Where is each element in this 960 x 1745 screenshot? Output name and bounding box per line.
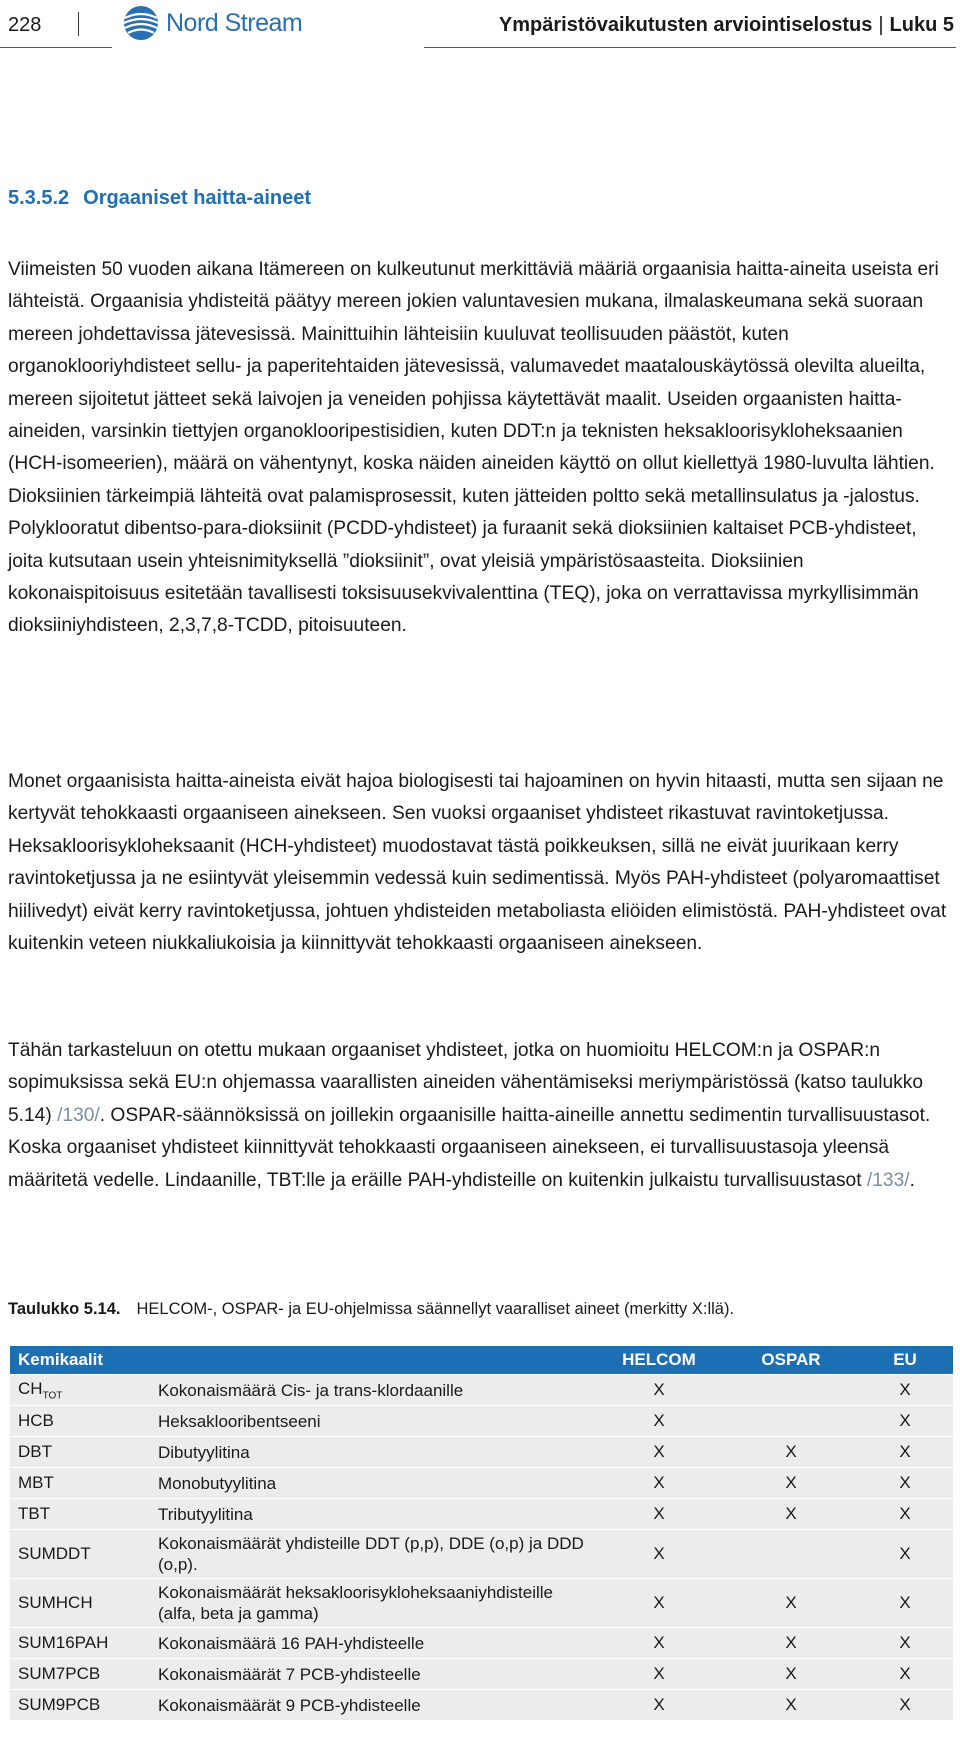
helcom-mark: X bbox=[593, 1628, 725, 1659]
chemical-description: Kokonaismäärä 16 PAH-yhdisteelle bbox=[150, 1628, 593, 1659]
chemical-description: Dibutyylitina bbox=[150, 1437, 593, 1468]
running-title bbox=[499, 14, 954, 37]
table-row bbox=[10, 1690, 953, 1721]
table-row bbox=[10, 1659, 953, 1690]
table-header-row bbox=[10, 1346, 953, 1375]
section-heading bbox=[8, 187, 311, 210]
helcom-mark: X bbox=[593, 1499, 725, 1530]
chemical-code bbox=[10, 1659, 150, 1690]
title-separator: | bbox=[878, 14, 884, 36]
eu-mark: X bbox=[857, 1579, 953, 1628]
helcom-mark: X bbox=[593, 1579, 725, 1628]
chemical-description: Kokonaismäärä Cis- ja trans-klordaanille bbox=[150, 1375, 593, 1406]
chemical-code bbox=[10, 1690, 150, 1721]
page-number: 228 bbox=[8, 14, 42, 36]
helcom-mark: X bbox=[593, 1406, 725, 1437]
ospar-mark: X bbox=[725, 1579, 857, 1628]
chemical-code bbox=[10, 1530, 150, 1579]
column-header-kemikaalit: Kemikaalit bbox=[10, 1346, 593, 1375]
chemical-code-text: CH bbox=[18, 1378, 43, 1398]
chemical-code-text: SUM16PAH bbox=[18, 1633, 109, 1652]
ospar-mark: X bbox=[725, 1628, 857, 1659]
table-row bbox=[10, 1437, 953, 1468]
chemical-code bbox=[10, 1437, 150, 1468]
chemical-code-text: DBT bbox=[18, 1442, 52, 1461]
chemical-description: Kokonaismäärät yhdisteille DDT (p,p), DDE (o,p) ja DDD (o,p). bbox=[150, 1530, 593, 1579]
section-title: Orgaaniset haitta-aineet bbox=[83, 187, 312, 209]
eu-mark: X bbox=[857, 1530, 953, 1579]
table-row bbox=[10, 1579, 953, 1628]
chemical-code bbox=[10, 1579, 150, 1628]
chapter-label: Luku 5 bbox=[889, 14, 954, 36]
chemical-code-text: SUMHCH bbox=[18, 1593, 93, 1612]
ospar-mark: X bbox=[725, 1468, 857, 1499]
column-header-eu: EU bbox=[857, 1346, 953, 1375]
chemical-description: Heksaklooribentseeni bbox=[150, 1406, 593, 1437]
chemical-code bbox=[10, 1406, 150, 1437]
chemical-code-text: SUM9PCB bbox=[18, 1695, 101, 1714]
ospar-mark: X bbox=[725, 1659, 857, 1690]
chemicals-table bbox=[10, 1346, 953, 1720]
helcom-mark: X bbox=[593, 1375, 725, 1406]
table-body bbox=[10, 1375, 953, 1721]
chemical-code bbox=[10, 1499, 150, 1530]
body-paragraph-1: Viimeisten 50 vuoden aikana Itämereen on kulkeutunut merkittäviä määriä orgaanisia haitta-aineita useista eri lähteistä. Orgaanisia yhdisteitä päätyy mereen jokien valuntavesien mukana, ilmalaskeumana sekä suoraan mereen johdettavissa jätevesissä. Mainittuihin lähteisiin kuuluvat teollisuuden päästöt, kuten organoklooriyhdisteet sellu- ja paperitehtaiden jätevesissä, valumavedet maatalouskäytössä olevilta alueilta, mereen sijoitetut jätteet sekä laivojen ja veneiden pohjissa käytettävät maalit. Useiden orgaanisten haitta-aineiden, varsinkin tiettyjen organoklooripestisidien, kuten DDT:n ja teknisten heksakloorisykloheksaanien (HCH-isomeerien), määrä on vähentynyt, koska näiden aineiden käyttö on ollut kiellettyä 1980-luvulta lähtien. Dioksiinien tärkeimpiä lähteitä ovat palamisprosessit, kuten jätteiden poltto sekä metallinsulatus ja -jalostus. Polyklooratut dibentso-para-dioksiinit (PCDD-yhdisteet) ja furaanit sekä dioksiinien kaltaiset PCB-yhdisteet, joita kutsutaan usein yhteisnimityksellä ”dioksiinit”, ovat yleisiä ympäristösaasteita. Dioksiinien kokonaispitoisuus esitetään tavallisesti toksisuusekvivalenttina (TEQ), joka on verrattavissa myrkyllisimmän dioksiiniyhdisteen, 2,3,7,8-TCDD, pitoisuuteen. bbox=[8, 259, 939, 637]
column-header-ospar: OSPAR bbox=[725, 1346, 857, 1375]
chemical-description: Tributyylitina bbox=[150, 1499, 593, 1530]
body-paragraph-2: Monet orgaanisista haitta-aineista eivät hajoa biologisesti tai hajoaminen on hyvin hitaasti, mutta sen sijaan ne kertyvät tehokkaasti orgaaniseen ainekseen. Sen vuoksi orgaaniset yhdisteet rikastuvat ravintoketjussa. Heksakloorisykloheksaanit (HCH-yhdisteet) muodostavat tästä poikkeuksen, sillä ne eivät juurikaan kerry ravintoketjussa ja ne esiintyvät yleisemmin vedessä kuin sedimentissä. Myös PAH-yhdisteet (polyaromaattiset hiilivedyt) eivät kerry ravintoketjussa, johtuen yhdisteiden metaboliasta eliöiden elimistöstä. PAH-yhdisteet ovat kuitenkin veteen niukkaliukoisia ja kiinnittyvät tehokkaasti orgaaniseen ainekseen. bbox=[8, 771, 947, 955]
ospar-mark bbox=[725, 1530, 857, 1579]
eu-mark: X bbox=[857, 1406, 953, 1437]
ospar-mark bbox=[725, 1375, 857, 1406]
body-paragraph-3 bbox=[8, 1035, 956, 1197]
eu-mark: X bbox=[857, 1468, 953, 1499]
header-rule-left bbox=[0, 47, 112, 48]
helcom-mark: X bbox=[593, 1530, 725, 1579]
helcom-mark: X bbox=[593, 1690, 725, 1721]
chemical-code-text: MBT bbox=[18, 1473, 54, 1492]
chemical-code bbox=[10, 1628, 150, 1659]
chemical-code-text: SUMDDT bbox=[18, 1544, 91, 1563]
chemical-description: Monobutyylitina bbox=[150, 1468, 593, 1499]
eu-mark: X bbox=[857, 1690, 953, 1721]
table-row bbox=[10, 1375, 953, 1406]
table-row bbox=[10, 1530, 953, 1579]
reference-130: /130/ bbox=[57, 1104, 100, 1126]
chemical-description: Kokonaismäärät heksakloorisykloheksaaniyhdisteille (alfa, beta ja gamma) bbox=[150, 1579, 593, 1628]
eu-mark: X bbox=[857, 1628, 953, 1659]
header-separator bbox=[78, 12, 79, 36]
paragraph-3-text-c: . bbox=[909, 1169, 915, 1191]
page-header bbox=[0, 0, 960, 48]
chemical-code-text: TBT bbox=[18, 1504, 51, 1523]
eu-mark: X bbox=[857, 1659, 953, 1690]
paragraph-3-text-b: . OSPAR-säännöksissä on joillekin orgaanisille haitta-aineille annettu sedimentin turvallisuustasot. Koska orgaaniset yhdisteet kiinnittyvät tehokkaasti orgaaniseen ainekseen, ei turvallisuustasoja yleensä määritetä vedelle. Lindaanille, TBT:lle ja eräille PAH-yhdisteille on kuitenkin julkaistu turvallisuustasot bbox=[8, 1104, 931, 1191]
chemical-code bbox=[10, 1375, 150, 1406]
chemical-code bbox=[10, 1468, 150, 1499]
helcom-mark: X bbox=[593, 1659, 725, 1690]
table-row bbox=[10, 1628, 953, 1659]
table-row bbox=[10, 1406, 953, 1437]
ospar-mark: X bbox=[725, 1499, 857, 1530]
helcom-mark: X bbox=[593, 1468, 725, 1499]
chemical-code-subscript: TOT bbox=[42, 1390, 63, 1402]
chemical-description: Kokonaismäärät 7 PCB-yhdisteelle bbox=[150, 1659, 593, 1690]
paragraph-3-text-a: Tähän tarkasteluun on otettu mukaan orgaaniset yhdisteet, jotka on huomioitu HELCOM:n ja OSPAR:n sopimuksissa sekä EU:n ohjemassa vaarallisten aineiden vähentämiseksi meriympäristössä (katso taulukko 5.14) bbox=[8, 1040, 924, 1126]
table-caption-text: HELCOM-, OSPAR- ja EU-ohjelmissa säännellyt vaaralliset aineet (merkitty X:llä). bbox=[136, 1300, 735, 1318]
chemical-code-text: HCB bbox=[18, 1411, 54, 1430]
table-caption-label: Taulukko 5.14. bbox=[8, 1300, 121, 1318]
globe-icon bbox=[122, 4, 160, 42]
column-header-helcom: HELCOM bbox=[593, 1346, 725, 1375]
helcom-mark: X bbox=[593, 1437, 725, 1468]
eu-mark: X bbox=[857, 1499, 953, 1530]
table-caption bbox=[8, 1300, 734, 1319]
ospar-mark: X bbox=[725, 1437, 857, 1468]
chemical-description: Kokonaismäärät 9 PCB-yhdisteelle bbox=[150, 1690, 593, 1721]
section-number: 5.3.5.2 bbox=[8, 187, 70, 209]
eu-mark: X bbox=[857, 1437, 953, 1468]
table-row bbox=[10, 1468, 953, 1499]
reference-133: /133/ bbox=[866, 1169, 910, 1191]
eu-mark: X bbox=[857, 1375, 953, 1406]
chemical-code-text: SUM7PCB bbox=[18, 1664, 101, 1683]
header-rule-right bbox=[424, 47, 956, 48]
logo-text: Nord Stream bbox=[166, 8, 303, 37]
ospar-mark: X bbox=[725, 1690, 857, 1721]
ospar-mark bbox=[725, 1406, 857, 1437]
document-title: Ympäristövaikutusten arviointiselostus bbox=[498, 14, 873, 36]
nord-stream-logo bbox=[122, 4, 302, 42]
table-row bbox=[10, 1499, 953, 1530]
